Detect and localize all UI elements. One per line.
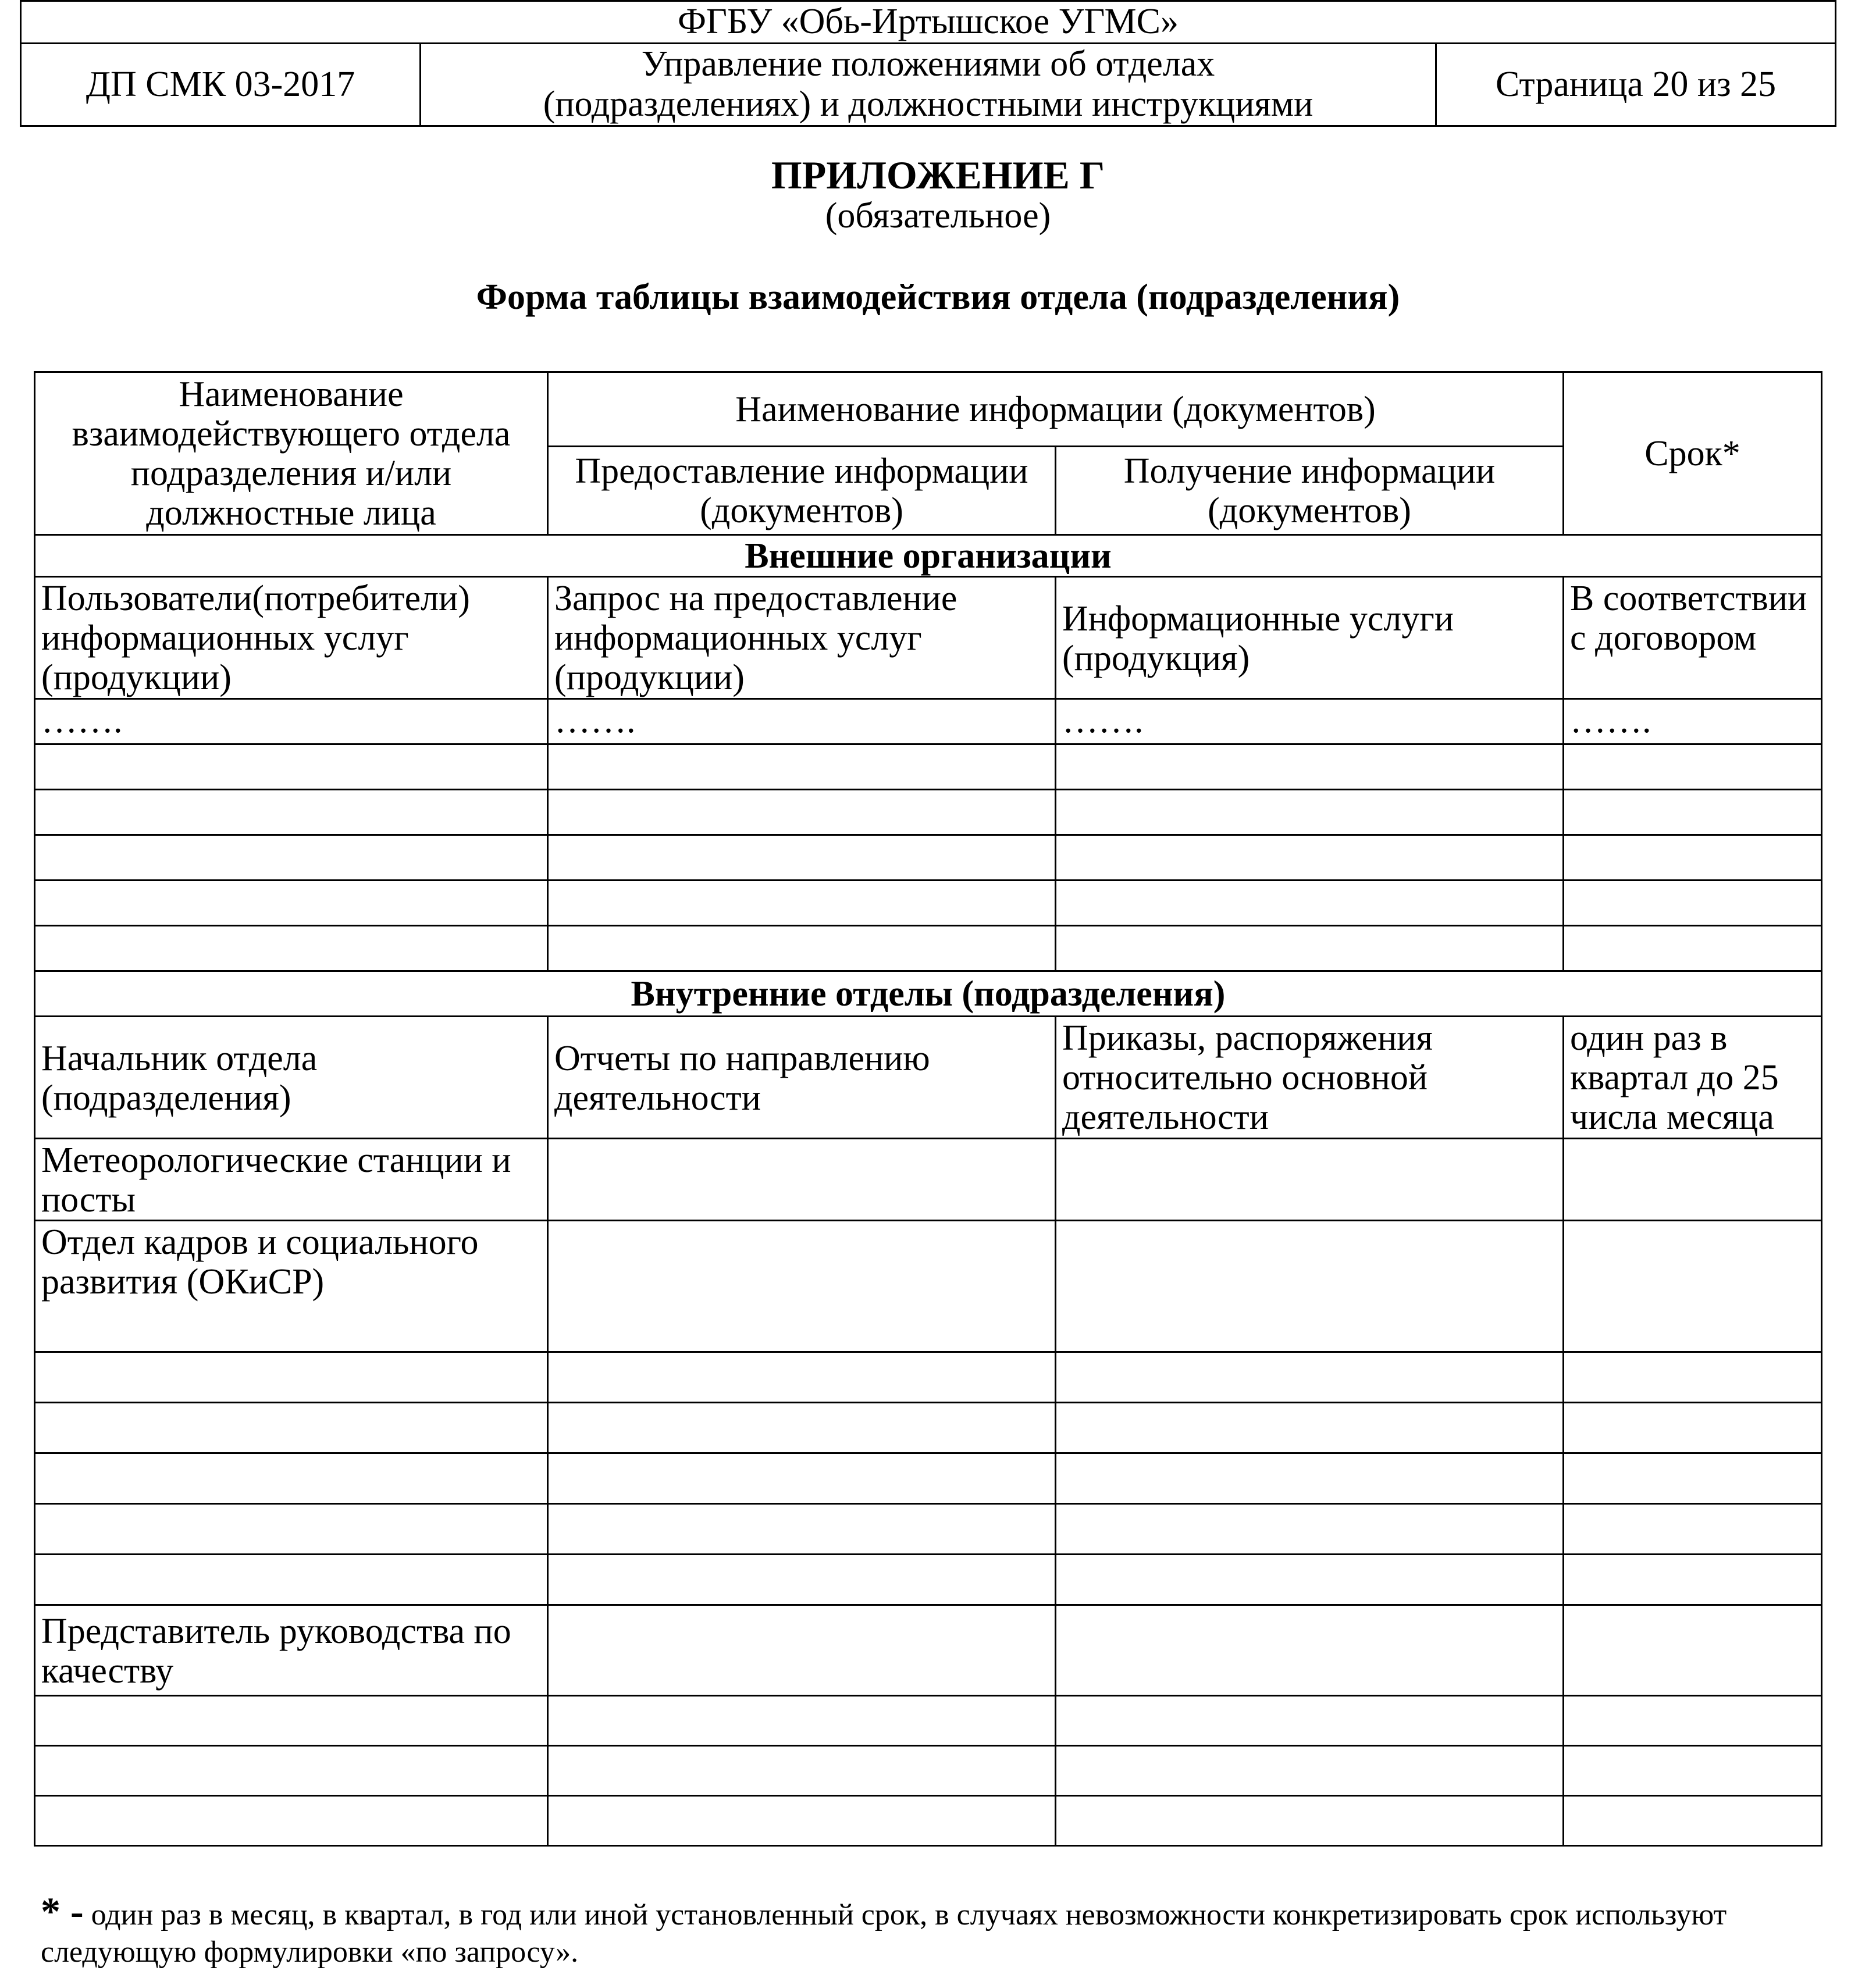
table-row [35,1017,1822,1139]
table-cell [1564,1796,1822,1846]
table-cell [1564,1696,1822,1746]
footnote [41,1889,1838,1971]
table-cell [548,881,1056,926]
table-cell [1564,881,1822,926]
table-cell [1564,1453,1822,1504]
table-cell: Представитель руководства по качеству [35,1605,548,1696]
table-cell [548,1139,1056,1221]
section-internal-label: Внутренние отделы (подразделения) [35,971,1822,1017]
table-row [35,744,1822,790]
interaction-table [34,371,1822,1847]
document-header [20,0,1836,127]
table-cell [548,1453,1056,1504]
table-cell [1564,1352,1822,1403]
table-row [35,577,1822,699]
table-cell [1564,1221,1822,1352]
table-row [35,790,1822,835]
table-row [35,1796,1822,1846]
page-info: Страница 20 из 25 [1436,44,1836,126]
table-cell [548,744,1056,790]
table-cell: Информационные услуги (продукция) [1056,577,1564,699]
table-cell [1564,1139,1822,1221]
table-cell [35,790,548,835]
table-cell [548,1696,1056,1746]
table-cell [1056,835,1564,881]
table-cell: Отдел кадров и социального развития (ОКиСР) [35,1221,548,1352]
table-cell [548,1605,1056,1696]
table-cell [1056,881,1564,926]
table-cell [35,1453,548,1504]
table-cell [1564,1746,1822,1796]
table-row [35,1555,1822,1605]
table-cell [1056,1555,1564,1605]
table-row [35,881,1822,926]
table-cell: Отчеты по направлению деятельности [548,1017,1056,1139]
table-cell [35,1352,548,1403]
table-cell [1564,1504,1822,1555]
table-row [35,1605,1822,1696]
appendix-subtitle: (обязательное) [825,196,1051,236]
table-row [35,699,1822,744]
doc-title [421,44,1436,126]
table-row [35,1139,1822,1221]
table-cell [548,1746,1056,1796]
table-row [35,1453,1822,1504]
header-col-receive: Получение информации (документов) [1056,447,1564,535]
table-cell: один раз в квартал до 25 числа месяца [1564,1017,1822,1139]
table-cell: Метеорологические станции и посты [35,1139,548,1221]
table-cell [35,881,548,926]
doc-title-line1: Управление положениями об отделах [641,44,1215,84]
form-title: Форма таблицы взаимодействия отдела (подразделения) [476,277,1400,317]
table-cell: Начальник отдела (подразделения) [35,1017,548,1139]
header-info-group: Наименование информации (документов) [548,372,1564,447]
table-cell [548,1555,1056,1605]
table-cell: Приказы, распоряжения относительно основной деятельности [1056,1017,1564,1139]
table-cell [1056,1403,1564,1453]
table-cell [548,1352,1056,1403]
table-cell [35,1403,548,1453]
table-cell: ……. [548,699,1056,744]
organization-name: ФГБУ «Обь-Иртышское УГМС» [21,1,1836,44]
table-cell [1564,1403,1822,1453]
footnote-marker: * - [41,1889,84,1933]
table-cell: Запрос на предоставление информационных услуг (продукции) [548,577,1056,699]
table-cell [548,835,1056,881]
table-cell [35,1555,548,1605]
table-cell [1056,1796,1564,1846]
appendix-title: ПРИЛОЖЕНИЕ Г [771,153,1105,197]
table-cell [1056,1139,1564,1221]
table-cell [548,1221,1056,1352]
header-col-term: Срок* [1564,372,1822,535]
table-cell: ……. [1564,699,1822,744]
header-col-party: Наименование взаимодействующего отдела подразделения и/или должностные лица [35,372,548,535]
table-cell [35,744,548,790]
table-row [35,1504,1822,1555]
table-cell [1564,1555,1822,1605]
doc-code: ДП СМК 03-2017 [21,44,421,126]
table-cell [1564,744,1822,790]
table-cell [1056,744,1564,790]
table-cell [1056,1453,1564,1504]
doc-title-line2: (подразделениях) и должностными инструкциями [543,84,1313,124]
table-cell [548,1403,1056,1453]
footnote-text: один раз в месяц, в квартал, в год или иной установленный срок, в случаях невозможности конкретизировать срок используют следующую формулировки «по запросу». [41,1898,1727,1969]
table-cell [548,790,1056,835]
table-cell [1056,1504,1564,1555]
header-row-1 [35,372,1822,447]
table-cell [35,926,548,971]
table-row [35,835,1822,881]
table-row [35,1696,1822,1746]
table-cell [548,926,1056,971]
table-cell [35,835,548,881]
table-cell: В соответствии с договором [1564,577,1822,699]
table-row [35,1221,1822,1352]
table-cell [1056,926,1564,971]
table-cell [1564,926,1822,971]
table-cell: Пользователи(потребители) информационных услуг (продукции) [35,577,548,699]
table-cell [35,1746,548,1796]
table-cell [548,1504,1056,1555]
table-cell [35,1796,548,1846]
table-cell [35,1504,548,1555]
table-cell [35,1696,548,1746]
section-row-external [35,535,1822,577]
table-cell [1056,1746,1564,1796]
table-cell [1056,1352,1564,1403]
table-cell [1564,790,1822,835]
table-row [35,926,1822,971]
table-row [35,1403,1822,1453]
table-cell [1056,1605,1564,1696]
table-cell [1056,790,1564,835]
table-row [35,1352,1822,1403]
section-row-internal [35,971,1822,1017]
table-cell [548,1796,1056,1846]
table-cell [1564,1605,1822,1696]
table-cell [1564,835,1822,881]
section-external-label: Внешние организации [35,535,1822,577]
table-cell: ……. [35,699,548,744]
table-cell [1056,1696,1564,1746]
table-row [35,1746,1822,1796]
table-cell: ……. [1056,699,1564,744]
table-cell [1056,1221,1564,1352]
header-col-provide: Предоставление информации (документов) [548,447,1056,535]
